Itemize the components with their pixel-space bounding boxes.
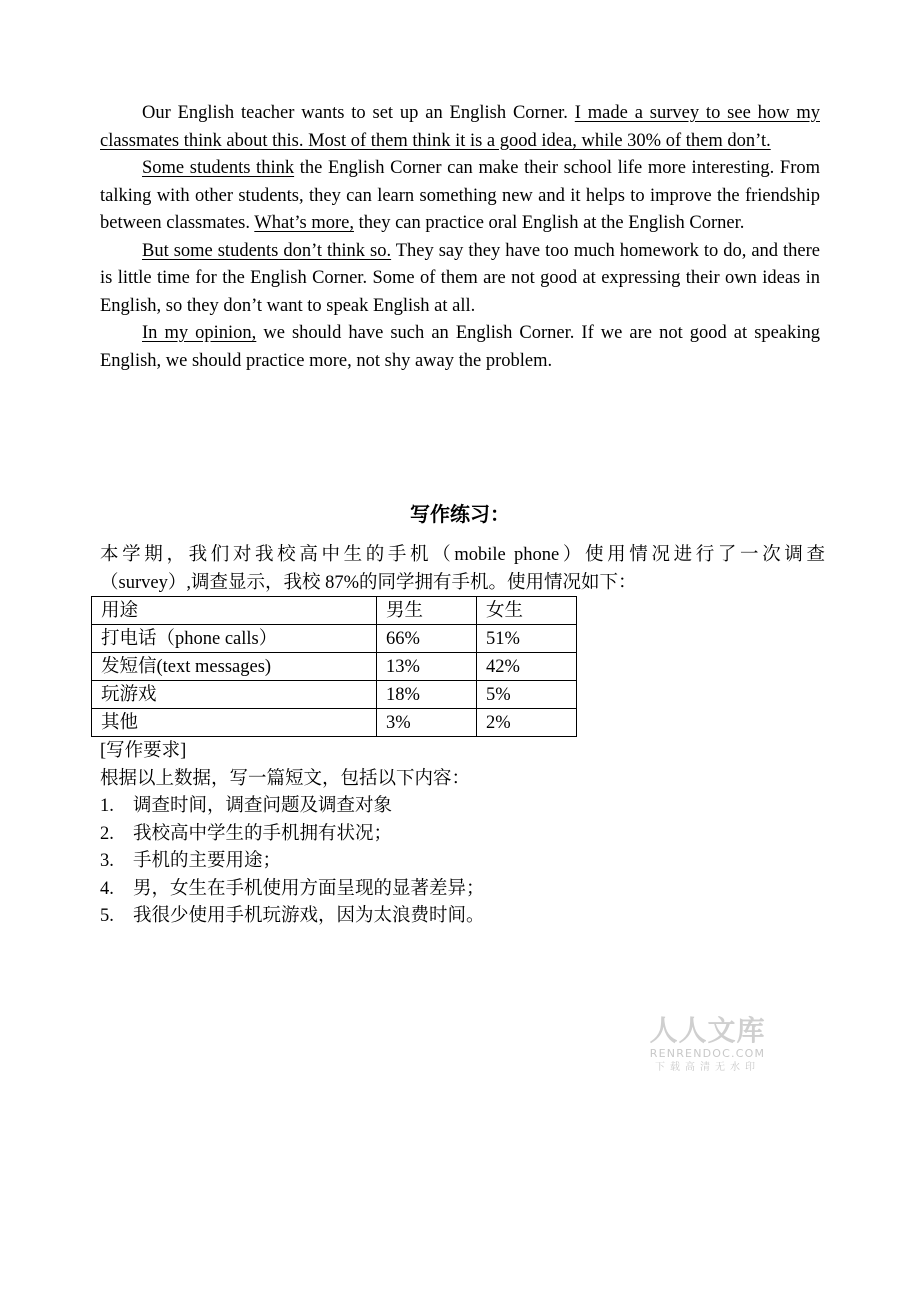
list-item <box>100 821 485 849</box>
table-cell: 66% <box>377 625 477 653</box>
watermark-brand: 人人文库 <box>649 1014 766 1047</box>
table-row <box>92 653 577 681</box>
exercise-title: 写作练习： <box>410 502 510 526</box>
table-cell: 13% <box>377 653 477 681</box>
item-number: 4. <box>100 878 114 899</box>
table-cell: 打电话（phone calls） <box>92 625 377 653</box>
item-text: 我校高中学生的手机拥有状况； <box>133 823 393 844</box>
item-number: 1. <box>100 796 114 816</box>
list-item <box>100 793 485 821</box>
underlined-phrase: What’s more, <box>254 213 354 233</box>
requirements-heading: [写作要求] <box>100 741 187 761</box>
table-row <box>92 709 577 737</box>
essay-paragraph-3: But some students don’t think so. They say they have too much homework to do, and there is little time for the English Corner. Some of them are not good at expressing their own ideas in English, so they don’t want to speak English at all. <box>100 240 820 316</box>
underlined-phrase: In my opinion, <box>142 323 257 343</box>
list-item <box>100 848 485 876</box>
underlined-phrase: But some students don’t think so. <box>142 240 392 261</box>
requirements-lead: 根据以上数据，写一篇短文，包括以下内容： <box>100 768 471 789</box>
usage-table <box>91 596 577 737</box>
item-number: 5. <box>100 906 114 926</box>
item-number: 2. <box>100 823 114 844</box>
table-cell: 2% <box>477 709 577 737</box>
table-row <box>92 681 577 709</box>
table-row <box>92 625 577 653</box>
table-header-row <box>92 597 577 625</box>
watermark-tagline: 下载高清无水印 <box>655 1062 760 1073</box>
table-cell: 42% <box>477 653 577 681</box>
item-number: 3. <box>100 851 114 871</box>
table-cell: 18% <box>377 681 477 709</box>
item-text: 我很少使用手机玩游戏，因为太浪费时间。 <box>133 906 485 926</box>
item-text: 男，女生在手机使用方面呈现的显著差异； <box>133 878 485 899</box>
table-cell: 51% <box>477 625 577 653</box>
essay-paragraph-2: Some students think the English Corner can make their school life more interesting. From talking with other students, they can learn something new and it helps to improve the friendship between classmates. What’s more, they can practice oral English at the English Corner. <box>100 158 820 233</box>
table-header-cell: 男生 <box>377 597 477 625</box>
essay-paragraph-4: In my opinion, we should have such an English Corner. If we are not good at speaking English, we should practice more, not shy away the problem. <box>100 323 820 371</box>
table-cell: 3% <box>377 709 477 737</box>
item-text: 调查时间，调查问题及调查对象 <box>133 796 393 816</box>
exercise-intro <box>100 541 825 597</box>
table-cell: 玩游戏 <box>92 681 377 709</box>
watermark-domain: RENRENDOC.COM <box>649 1047 766 1060</box>
intro-line-1: 本学期，我们对我校高中生的手机（mobile phone）使用情况进行了一次调查 <box>100 545 825 565</box>
requirements-list <box>100 793 485 931</box>
table-cell: 其他 <box>92 709 377 737</box>
underlined-phrase: I made a survey to see how my classmates think about this. Most of them think it is a good idea, while 30% of them don’t. <box>100 103 820 151</box>
watermark-logo <box>640 1015 775 1075</box>
intro-line-2: （survey）,调查显示，我校 87%的同学拥有手机。使用情况如下： <box>100 573 637 593</box>
essay-paragraph-1: Our English teacher wants to set up an English Corner. I made a survey to see how my classmates think about this. Most of them think it is a good idea, while 30% of them don’t. <box>100 103 820 151</box>
writing-requirements <box>100 738 485 931</box>
item-text: 手机的主要用途； <box>133 851 282 871</box>
table-header-cell: 女生 <box>477 597 577 625</box>
table-cell: 5% <box>477 681 577 709</box>
table-cell: 发短信(text messages) <box>92 653 377 681</box>
table-header-cell: 用途 <box>92 597 377 625</box>
underlined-phrase: Some students think <box>142 158 295 178</box>
essay-text <box>100 100 820 375</box>
list-item <box>100 876 485 904</box>
list-item <box>100 903 485 931</box>
